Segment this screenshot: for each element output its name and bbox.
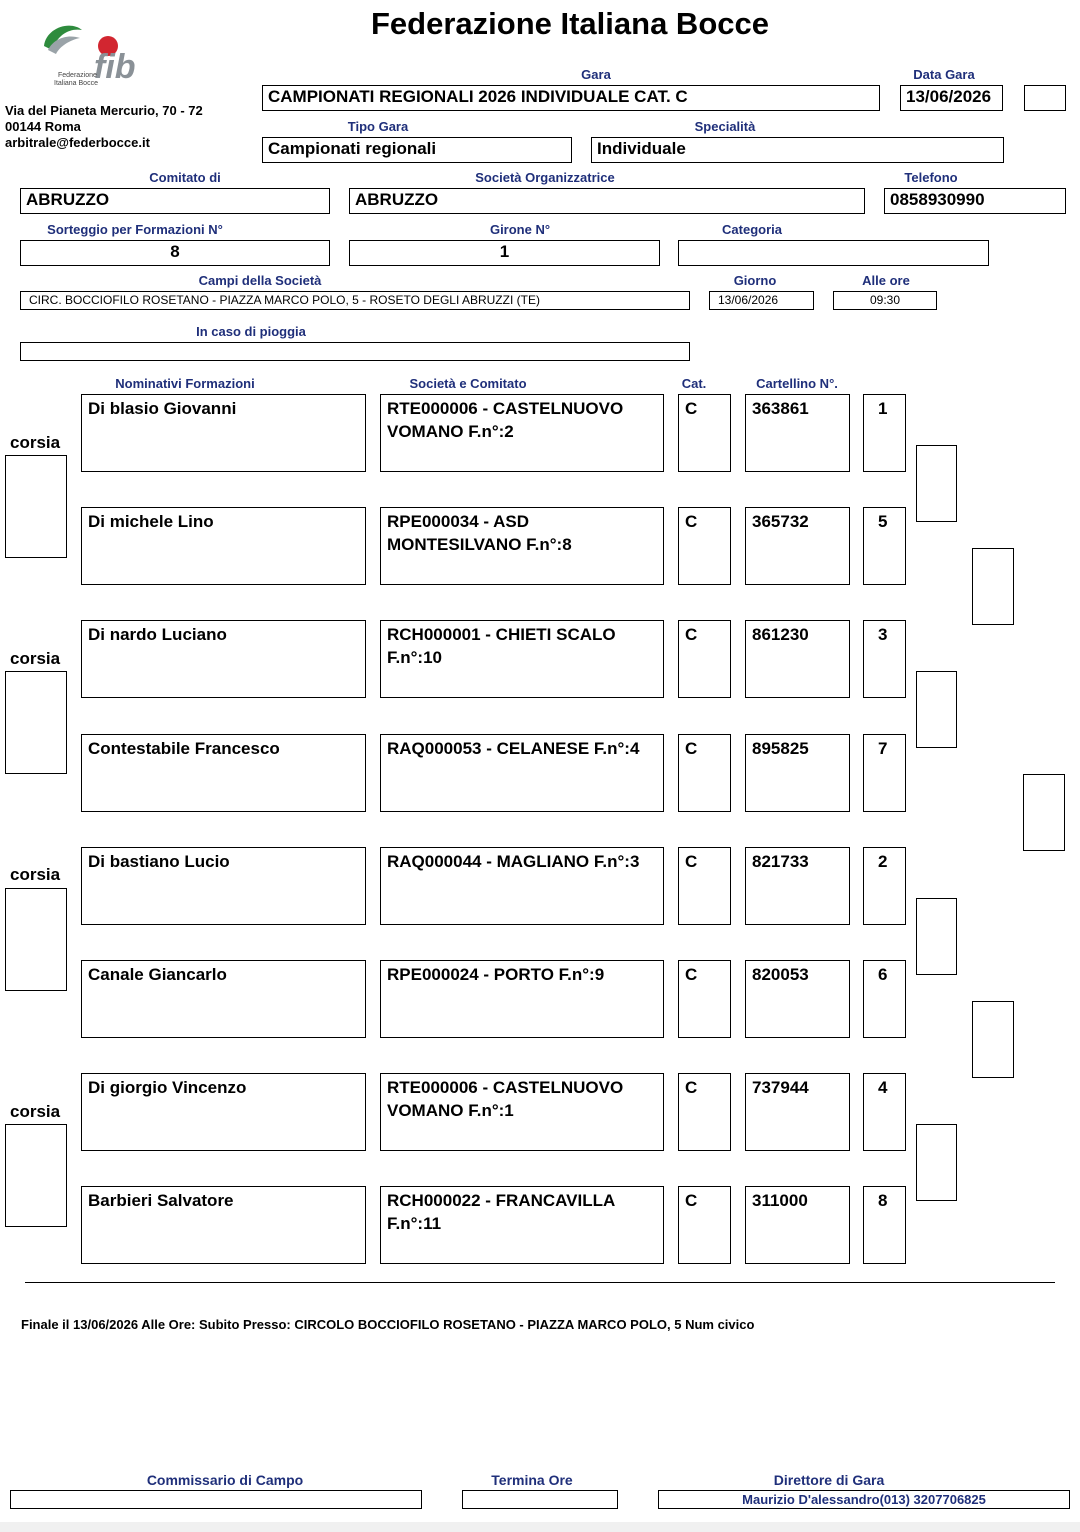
player-card: 895825 — [745, 734, 850, 812]
player-cat: C — [678, 847, 731, 925]
player-name: Barbieri Salvatore — [81, 1186, 366, 1264]
campi-label: Campi della Società — [198, 273, 322, 288]
bracket-box-r1-4[interactable] — [916, 1124, 957, 1201]
specialita-label: Specialità — [694, 119, 756, 134]
bracket-box-r1-2[interactable] — [916, 671, 957, 748]
corsia-box-3[interactable] — [5, 888, 67, 991]
gara-label: Gara — [581, 67, 611, 82]
comitato-field[interactable]: ABRUZZO — [20, 188, 330, 214]
logo-text: fib — [94, 48, 136, 86]
corsia-label-1: corsia — [10, 433, 61, 452]
email-address: arbitrale@federbocce.it — [5, 135, 150, 150]
bracket-box-final[interactable] — [1023, 774, 1065, 851]
data-gara-label: Data Gara — [913, 67, 975, 82]
termina-field[interactable] — [462, 1490, 618, 1509]
bottom-gray-strip — [0, 1522, 1080, 1532]
player-society: RTE000006 - CASTELNUOVO VOMANO F.n°:1 — [380, 1073, 664, 1151]
player-name: Di blasio Giovanni — [81, 394, 366, 472]
telefono-field[interactable]: 0858930990 — [884, 188, 1066, 214]
player-number: 1 — [863, 394, 906, 472]
player-card: 365732 — [745, 507, 850, 585]
player-number: 8 — [863, 1186, 906, 1264]
direttore-value: Maurizio D'alessandro(013) 3207706825 — [742, 1492, 986, 1507]
player-number: 3 — [863, 620, 906, 698]
player-cat: C — [678, 394, 731, 472]
player-cat: C — [678, 620, 731, 698]
player-card: 363861 — [745, 394, 850, 472]
player-society: RPE000024 - PORTO F.n°:9 — [380, 960, 664, 1038]
corsia-label-4: corsia — [10, 1102, 61, 1121]
categoria-field[interactable] — [678, 240, 989, 266]
player-society: RCH000022 - FRANCAVILLA F.n°:11 — [380, 1186, 664, 1264]
footer-divider — [25, 1282, 1055, 1283]
player-card: 861230 — [745, 620, 850, 698]
commissario-label: Commissario di Campo — [146, 1472, 304, 1488]
ore-field[interactable]: 09:30 — [833, 291, 937, 310]
player-number: 6 — [863, 960, 906, 1038]
player-card: 821733 — [745, 847, 850, 925]
player-card: 737944 — [745, 1073, 850, 1151]
logo-subtext-1: Federazione — [58, 72, 97, 79]
player-number: 7 — [863, 734, 906, 812]
player-cat: C — [678, 1186, 731, 1264]
player-cat: C — [678, 960, 731, 1038]
girone-label: Girone N° — [489, 222, 551, 237]
player-card: 820053 — [745, 960, 850, 1038]
pioggia-label: In caso di pioggia — [196, 324, 306, 339]
col-societa: Società e Comitato — [409, 376, 527, 391]
corsia-label-3: corsia — [10, 865, 61, 884]
commissario-field[interactable] — [10, 1490, 422, 1509]
col-cat: Cat. — [681, 376, 707, 391]
ore-label: Alle ore — [862, 273, 910, 288]
telefono-label: Telefono — [904, 170, 958, 185]
societa-org-field[interactable]: ABRUZZO — [349, 188, 865, 214]
corsia-box-1[interactable] — [5, 455, 67, 558]
corsia-label-2: corsia — [10, 649, 61, 668]
tipo-gara-label: Tipo Gara — [347, 119, 409, 134]
bracket-box-r1-1[interactable] — [916, 445, 957, 522]
player-society: RAQ000044 - MAGLIANO F.n°:3 — [380, 847, 664, 925]
data-gara-field[interactable]: 13/06/2026 — [900, 85, 1003, 111]
finale-text: Finale il 13/06/2026 Alle Ore: Subito Presso: CIRCOLO BOCCIOFILO ROSETANO - PIAZZA MARCO POLO, 5 Num civico — [21, 1317, 755, 1332]
bracket-box-r2-2[interactable] — [972, 1001, 1014, 1078]
player-number: 5 — [863, 507, 906, 585]
comitato-label: Comitato di — [149, 170, 221, 185]
corsia-box-4[interactable] — [5, 1124, 67, 1227]
col-cartellino: Cartellino N°. — [756, 376, 838, 391]
tipo-gara-field[interactable]: Campionati regionali — [262, 137, 572, 163]
player-card: 311000 — [745, 1186, 850, 1264]
giorno-field[interactable]: 13/06/2026 — [709, 291, 814, 310]
sorteggio-label: Sorteggio per Formazioni N° — [47, 222, 223, 237]
bracket-box-r2-1[interactable] — [972, 548, 1014, 625]
player-name: Di nardo Luciano — [81, 620, 366, 698]
campi-field[interactable]: CIRC. BOCCIOFILO ROSETANO - PIAZZA MARCO POLO, 5 - ROSETO DEGLI ABRUZZI (TE) — [20, 291, 690, 310]
specialita-field[interactable]: Individuale — [591, 137, 1004, 163]
sorteggio-field[interactable]: 8 — [20, 240, 330, 266]
societa-org-label: Società Organizzatrice — [475, 170, 615, 185]
empty-box-top-right — [1024, 85, 1066, 111]
player-name: Di giorgio Vincenzo — [81, 1073, 366, 1151]
giorno-label: Giorno — [733, 273, 777, 288]
player-name: Di michele Lino — [81, 507, 366, 585]
categoria-label: Categoria — [722, 222, 782, 237]
col-nominativi: Nominativi Formazioni — [115, 376, 255, 391]
player-society: RCH000001 - CHIETI SCALO F.n°:10 — [380, 620, 664, 698]
gara-field[interactable]: CAMPIONATI REGIONALI 2026 INDIVIDUALE CAT. C — [262, 85, 880, 111]
player-number: 2 — [863, 847, 906, 925]
player-society: RTE000006 - CASTELNUOVO VOMANO F.n°:2 — [380, 394, 664, 472]
address-line2: 00144 Roma — [5, 119, 81, 134]
address-line1: Via del Pianeta Mercurio, 70 - 72 — [5, 103, 203, 118]
page-title: Federazione Italiana Bocce — [371, 6, 769, 41]
player-cat: C — [678, 734, 731, 812]
player-name: Canale Giancarlo — [81, 960, 366, 1038]
pioggia-field[interactable] — [20, 342, 690, 361]
player-number: 4 — [863, 1073, 906, 1151]
bracket-box-r1-3[interactable] — [916, 898, 957, 975]
player-name: Di bastiano Lucio — [81, 847, 366, 925]
player-society: RAQ000053 - CELANESE F.n°:4 — [380, 734, 664, 812]
termina-label: Termina Ore — [491, 1472, 573, 1488]
corsia-box-2[interactable] — [5, 671, 67, 774]
direttore-field[interactable] — [658, 1490, 1070, 1509]
logo-subtext-2: Italiana Bocce — [54, 80, 98, 87]
player-society: RPE000034 - ASD MONTESILVANO F.n°:8 — [380, 507, 664, 585]
player-name: Contestabile Francesco — [81, 734, 366, 812]
girone-field[interactable]: 1 — [349, 240, 660, 266]
player-cat: C — [678, 1073, 731, 1151]
direttore-label: Direttore di Gara — [773, 1472, 885, 1488]
player-cat: C — [678, 507, 731, 585]
